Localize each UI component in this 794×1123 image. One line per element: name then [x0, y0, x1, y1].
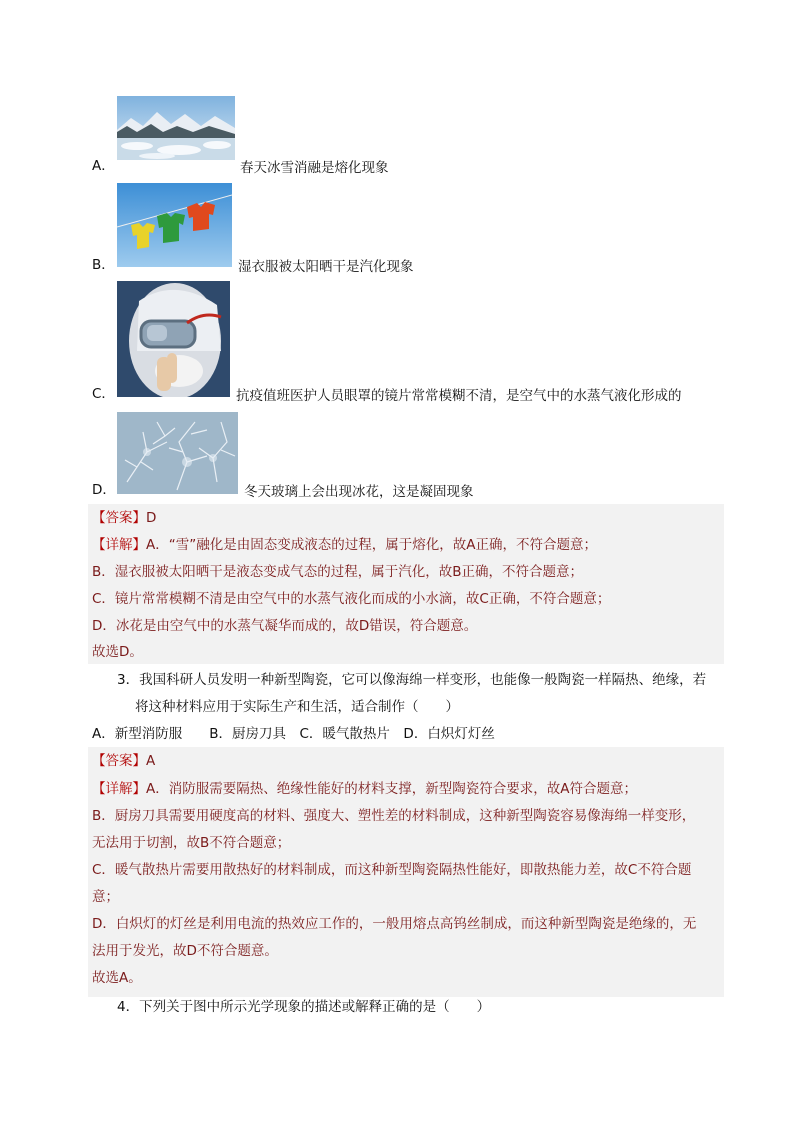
- q2-detail-line-4: D．冰花是由空气中的水蒸气凝华而成的，故D错误，符合题意。: [92, 618, 478, 634]
- q2-answer-line: [92, 509, 156, 527]
- option-a-text: 春天冰雪消融是熔化现象: [240, 160, 389, 176]
- q3-stem-line-1: 3．我国科研人员发明一种新型陶瓷，它可以像海绵一样变形，也能像一般陶瓷一样隔热、绝缘，若: [117, 672, 707, 688]
- q3-options: A．新型消防服 B．厨房刀具 C．暖气散热片 D．白炽灯灯丝: [92, 726, 495, 742]
- answer-value: A: [146, 753, 156, 769]
- detail-text: A．消防服需要隔热、绝缘性能好的材料支撑，新型陶瓷符合要求，故A符合题意；: [146, 781, 637, 797]
- detail-text: A．“雪”融化是由固态变成液态的过程，属于熔化，故A正确，不符合题意；: [146, 537, 597, 553]
- option-letter: B．: [92, 257, 115, 273]
- q3-detail-line-1: [92, 780, 637, 798]
- q3-detail-line-6: D．白炽灯的灯丝是利用电流的热效应工作的，一般用熔点高钨丝制成，而这种新型陶瓷是绝缘的，无: [92, 916, 697, 932]
- option-c-text: 抗疫值班医护人员眼罩的镜片常常模糊不清，是空气中的水蒸气液化形成的: [236, 388, 682, 404]
- q2-detail-line-3: C．镜片常常模糊不清是由空气中的水蒸气液化而成的小水滴，故C正确，不符合题意；: [92, 591, 611, 607]
- q3-stem-line-2: 将这种材料应用于实际生产和生活，适合制作（ ）: [135, 699, 459, 715]
- q2-conclusion: 故选D。: [92, 644, 143, 660]
- snow-landscape-image: [117, 96, 235, 160]
- q4-stem-line-1: 4．下列关于图中所示光学现象的描述或解释正确的是（ ）: [117, 999, 491, 1015]
- answer-tag: 【答案】: [92, 510, 146, 526]
- q2-answer-block: [88, 504, 724, 664]
- q3-detail-line-3: 无法用于切割，故B不符合题意；: [92, 835, 291, 851]
- detail-tag: 【详解】: [92, 537, 146, 553]
- option-letter: A．: [92, 158, 115, 174]
- q3-conclusion: 故选A。: [92, 970, 142, 986]
- q3-detail-line-2: B．厨房刀具需要用硬度高的材料、强度大、塑性差的材料制成，这种新型陶瓷容易像海绵一样变形，: [92, 808, 696, 824]
- medical-goggles-image: [117, 281, 230, 397]
- detail-tag: 【详解】: [92, 781, 146, 797]
- answer-tag: 【答案】: [92, 753, 146, 769]
- q2-detail-line-1: [92, 536, 597, 554]
- option-letter: C．: [92, 386, 115, 402]
- q3-detail-line-7: 法用于发光，故D不符合题意。: [92, 943, 278, 959]
- q3-answer-line: [92, 752, 155, 770]
- frost-pattern-image: [117, 412, 238, 494]
- answer-value: D: [146, 510, 157, 526]
- clothes-drying-image: [117, 183, 232, 267]
- option-b-text: 湿衣服被太阳晒干是汽化现象: [238, 259, 414, 275]
- q3-detail-line-5: 意；: [92, 889, 119, 905]
- option-letter: D．: [92, 482, 116, 498]
- q3-detail-line-4: C．暖气散热片需要用散热好的材料制成，而这种新型陶瓷隔热性能好，即散热能力差，故C不符合题: [92, 862, 692, 878]
- option-d-text: 冬天玻璃上会出现冰花，这是凝固现象: [244, 484, 474, 500]
- q2-detail-line-2: B．湿衣服被太阳晒干是液态变成气态的过程，属于汽化，故B正确，不符合题意；: [92, 564, 584, 580]
